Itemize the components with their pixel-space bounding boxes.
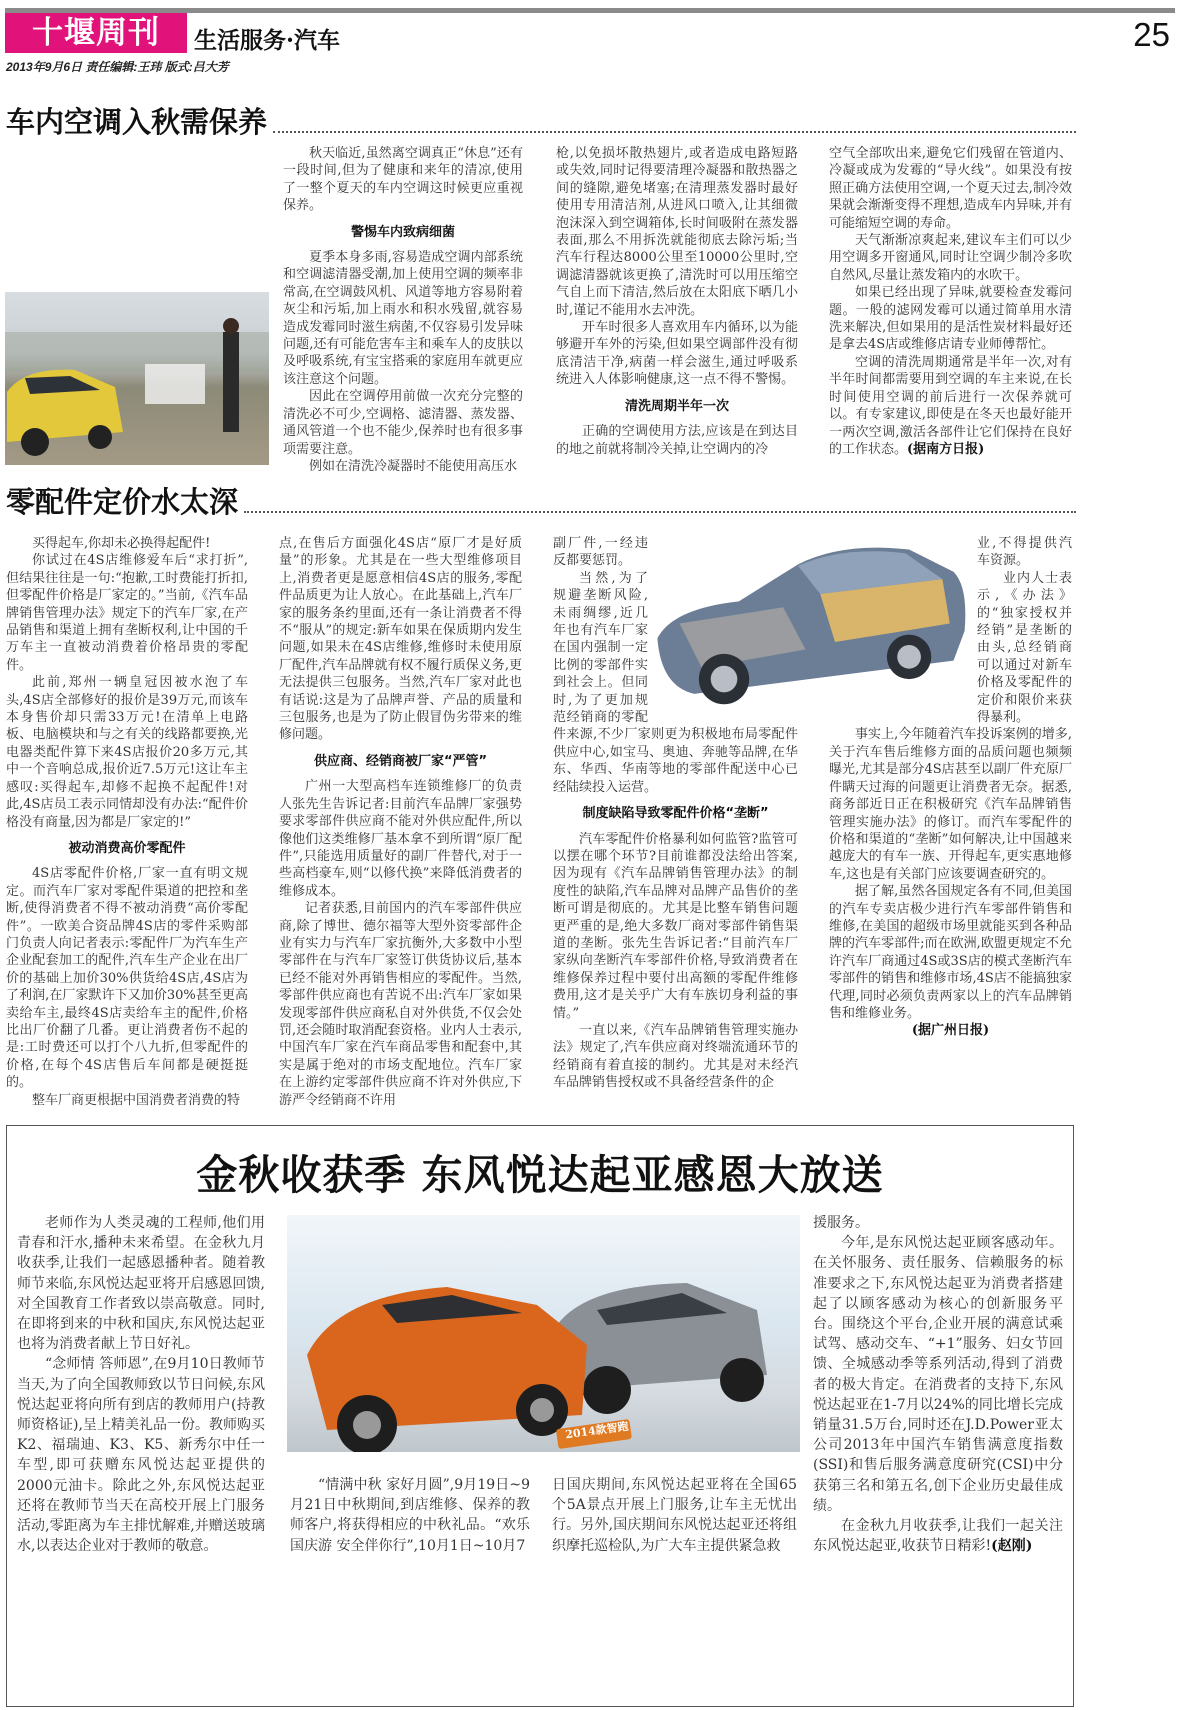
paragraph: 天气渐渐凉爽起来,建议车主们可以少用空调多开窗通风,同时让空调少制冷多吹自然风,尽量让蒸发箱内的水吹干。 xyxy=(829,233,1072,283)
paragraph: 据了解,虽然各国规定各有不同,但美国的汽车专卖店极少进行汽车零部件销售和维修,在美国的超级市场里就能买到各种品牌的汽车零部件;而在欧洲,欧盟更规定不允许汽车厂商通过4S或3S店的模式垄断汽车零部件的销售和维修市场,4S店不能搞独家代理,同时必须负责两家以上的汽车品牌销售和维修业务。 xyxy=(829,884,1072,1021)
paragraph: 广州一大型高档车连锁维修厂的负责人张先生告诉记者:目前汽车品牌厂家强势要求零部件供应商不能对外供应配件,所以像他们这类维修厂基本拿不到所谓“原厂配件”,只能选用质量好的副厂件替代,对于一些高档豪车,则“以修代换”来降低消费者的维修成本。 xyxy=(279,779,522,899)
section-title: 生活服务·汽车 xyxy=(194,27,341,54)
headline-text: 零配件定价水太深 xyxy=(6,485,239,519)
ad-column-4 xyxy=(813,1213,1063,1556)
ad-column-1 xyxy=(17,1213,265,1556)
article2-column-4 xyxy=(829,535,1072,1040)
paragraph: 枪,以免损坏散热翅片,或者造成电路短路或失效,同时记得要清理冷凝器和散热器之间的缝隙,避免堵塞;在清理蒸发器时最好使用专用清洁剂,从进风口喷入,让其细微泡沫深入到空调箱体,长时间吸附在蒸发器表面,那么不用拆洗就能彻底去除污垢;当汽车行程达8000公里至10000公里时,空调滤清器就该更换了,清洗时可以用压缩空气自上而下清洁,然后放在太阳底下晒几小时,谨记不能用水去冲洗。 xyxy=(556,146,798,318)
paragraph: 夏季本身多雨,容易造成空调内部系统和空调滤清器受潮,加上使用空调的频率非常高,在空调鼓风机、风道等地方容易附着灰尘和污垢,加上雨水和积水残留,就容易造成发霉同时滋生病菌,不仅容易引发异味问题,还有可能危害车主和乘车人的皮肤以及呼吸系统,有宝宝搭乘的家庭用车就更应该注意这个问题。 xyxy=(283,250,523,387)
image-wrap-space xyxy=(648,535,798,725)
source-credit: (据南方日报) xyxy=(907,441,985,457)
ad-headline: 金秋收获季 东风悦达起亚感恩大放送 xyxy=(196,1151,884,1199)
suv-illustration xyxy=(287,1215,800,1452)
paragraph: 秋天临近,虽然离空调真正“休息”还有一段时间,但为了健康和来年的清凉,使用了一整个夏天的车内空调这时候更应重视保养。 xyxy=(283,146,523,214)
article1-column-2 xyxy=(556,145,798,458)
ad-column-3 xyxy=(552,1475,797,1556)
subheading: 供应商、经销商被厂家“严管” xyxy=(313,753,488,769)
page-number: 25 xyxy=(1133,16,1170,53)
article2-column-1 xyxy=(6,535,248,1109)
article1-column-1 xyxy=(283,145,523,475)
paragraph: 今年,是东风悦达起亚顾客感动年。在关怀服务、责任服务、信赖服务的标准要求之下,东风悦达起亚为消费者搭建起了以顾客感动为核心的创新服务平台。围绕这个平台,企业开展的满意试乘试驾、感动交车、“+1”服务、妇女节回馈、全城感动季等系列活动,得到了消费者的极大肯定。在消费者的支持下,东风悦达起亚在1-7月以24%的同比增长完成销量31.5万台,同时还在J.D.Power亚太公司2013年中国汽车销售满意度指数(SSI)和售后服务满意度研究(CSI)中分获第三名和第五名,创下企业历史最佳成绩。 xyxy=(813,1235,1063,1514)
ad-column-2 xyxy=(290,1475,530,1556)
paragraph: 在金秋九月收获季,让我们一起关注东风悦达起亚,收获节日精彩! xyxy=(813,1518,1063,1555)
model-badge: 2014款智跑 xyxy=(564,1419,630,1442)
paragraph: 援服务。 xyxy=(813,1215,869,1231)
paragraph: 正确的空调使用方法,应该是在到达目的地之前就将制冷关掉,让空调内的冷 xyxy=(556,424,798,457)
image-wrap-space xyxy=(829,535,977,725)
dateline: 2013年9月6日 责任编辑:王玮 版式:吕大芳 xyxy=(6,60,229,74)
paragraph: 事实上,今年随着汽车投诉案例的增多,关于汽车售后维修方面的品质问题也频频曝光,尤其是部分4S店甚至以副厂件充原厂件瞒天过海的问题更让消费者无奈。据悉,商务部近日正在积极研究《汽车品牌销售管理实施办法》的修订。而汽车零配件的价格和渠道的“垄断”如何解决,让中国越来越庞大的有车一族、开得起车,更实惠地修车,这也是有关部门应该要调查研究的。 xyxy=(829,727,1072,882)
paragraph: 点,在售后方面强化4S店“原厂才是好质量”的形象。尤其是在一些大型维修项目上,消费者更是愿意相信4S店的服务,零配件品质更为让人放心。在此基础上,汽车厂家的服务条约里面,还有一条让消费者不得不“服从”的规定:新车如果在保质期内发生问题,如果未在4S店维修,维修时未使用原厂配件,汽车品牌就有权不履行质保义务,更无法提供三包服务。当然,汽车厂家对此也有话说:这是为了品牌声誉、产品的质量和三包服务,也是为了防止假冒伪劣带来的维修问题。 xyxy=(279,536,522,743)
article2-column-2 xyxy=(279,535,522,1109)
paragraph: 空调的清洗周期通常是半年一次,对有半年时间都需要用到空调的车主来说,在长时间使用空调的前后进行一次保养就可以。有专家建议,即使是在冬天也最好能开一两次空调,激活各部件让它们保持在良好的工作状态。 xyxy=(829,354,1072,457)
subheading: 清洗周期半年一次 xyxy=(624,398,729,414)
article1-column-3 xyxy=(829,145,1072,458)
car-photo-illustration xyxy=(5,292,269,465)
paragraph: 记者获悉,目前国内的汽车零部件供应商,除了博世、德尔福等大型外资零部件企业有实力与汽车厂家抗衡外,大多数中小型零部件在与汽车厂家签订供货协议后,基本已经不能对外再销售相应的零配件。当然,零部件供应商也有苦说不出:汽车厂家如果发现零部件供应商私自对外供货,不仅会处罚,还会随时取消配套资格。业内人士表示,中国汽车厂家在汽车商品零售和配套中,其实是属于绝对的市场支配地位。汽车厂家在上游约定零部件供应商不许对外供应,下游严令经销商不许用 xyxy=(279,901,522,1108)
source-credit: (据广州日报) xyxy=(911,1023,990,1039)
paragraph: 汽车零配件价格暴利如何监管?监管可以摆在哪个环节?目前谁都没法给出答案,因为现有《汽车品牌销售管理办法》的制度性的缺陷,汽车品牌对品牌产品售价的垄断可谓是彻底的。尤其是比整车销售问题更严重的是,绝大多数厂商对零部件销售渠道的垄断。张先生告诉记者:“目前汽车厂家纵向垄断汽车零部件价格,导致消费者在维修保养过程中要付出高额的零配件维修费用,这才是关乎广大有车族切身利益的事情。” xyxy=(553,831,798,1021)
paragraph: 空气全部吹出来,避免它们残留在管道内、冷凝或成为发霉的“导火线”。如果没有按照正确方法使用空调,一个夏天过去,制冷效果就会渐渐变得不理想,造成车内异味,并有可能缩短空调的寿命。 xyxy=(829,146,1072,231)
paragraph: “念师情 答师恩”,在9月10日教师节当天,为了向全国教师致以节日问候,东风悦达起亚将向所有到店的教师用户(持教师资格证),呈上精美礼品一份。教师购买K2、福瑞迪、K3、K5、新秀尔中任一车型,即可获赠东风悦达起亚提供的2000元油卡。除此之外,东风悦达起亚还将在教师节当天在高校开展上门服务活动,零距离为车主排忧解难,并赠送玻璃水,以表达企业对于教师的敬意。 xyxy=(17,1356,265,1555)
ad-suv-photo xyxy=(287,1215,800,1452)
paragraph: “情满中秋 家好月圆”,9月19日~9月21日中秋期间,到店维修、保养的教师客户,将获得相应的中秋礼品。“欢乐国庆游 安全伴你行”,10月1日~10月7 xyxy=(290,1477,530,1554)
paragraph: 例如在清洗冷凝器时不能使用高压水 xyxy=(309,458,518,474)
dotted-rule xyxy=(273,131,1076,133)
subheading: 被动消费高价零配件 xyxy=(68,840,186,856)
paragraph: 日国庆期间,东风悦达起亚将在全国65个5A景点开展上门服务,让车主无忧出行。另外,国庆期间东风悦达起亚还将组织摩托巡检队,为广大车主提供紧急救 xyxy=(552,1477,797,1554)
article1-headline xyxy=(6,100,1076,141)
paragraph: 业,不得提供汽车资源。 xyxy=(977,536,1072,569)
paragraph: 业内人士表示,《办法》的“独家授权并经销”是垄断的由头,总经销商可以通过对新车价格及零配件的定价和限价来获得暴利。 xyxy=(977,570,1072,726)
subheading: 制度缺陷导致零配件价格“垄断” xyxy=(582,806,769,822)
headline-text: 车内空调入秋需保养 xyxy=(6,105,268,139)
author-credit: (赵刚) xyxy=(991,1538,1033,1555)
paragraph: 此前,郑州一辆皇冠因被水泡了车头,4S店全部修好的报价是39万元,而该车本身售价却只需33万元!在清单上电路板、电脑模块和与之有关的线路都要换,光电器类配件算下来4S店报价20多万元,其中一个音响总成,报价近7.5万元!这让车主感叹:买得起车,却修不起换不起配件!对此,4S店员工表示同情却没有办法:“配件价格没有商量,因为都是厂家定的!” xyxy=(6,675,248,830)
paragraph: 买得起车,你却未必换得起配件! xyxy=(32,536,211,551)
paragraph: 你试过在4S店维修爱车后“求打折”,但结果往往是一句:“抱歉,工时费能打折扣,但零配件价格是厂家定的。”当前,《汽车品牌销售管理办法》规定下的汽车厂家,在产品销售和渠道上拥有垄断权利,让中国的千万车主一直被动消费着价格昂贵的零配件。 xyxy=(6,553,248,673)
paragraph: 老师作为人类灵魂的工程师,他们用青春和汗水,播种未来希望。在金秋九月收获季,让我们一起感恩播种者。随着教师节来临,东风悦达起亚将开启感恩回馈,对全国教育工作者致以崇高敬意。同时,在即将到来的中秋和国庆,东风悦达起亚也将为消费者献上节日好礼。 xyxy=(17,1215,265,1353)
paragraph: 副厂件,一经违反都要惩罚。 xyxy=(553,536,648,569)
dotted-rule xyxy=(244,511,1076,513)
paragraph: 当然,为了规避垄断风险,未雨绸缪,近几年也有汽车厂家在国内强制一定比例的零部件实到社会上。但同时,为了更加规范经销商的零配件来源,不少厂家则更为积极地布局零配件供应中心,如宝马、奥迪、奔驰等品牌,在华东、华西、华南等地的零部件配送中心已经陆续投入运营。 xyxy=(553,570,798,795)
article2-column-3 xyxy=(553,535,798,1092)
paragraph: 整车厂商更根据中国消费者消费的特 xyxy=(32,1092,241,1108)
paragraph: 开车时很多人喜欢用车内循环,以为能够避开车外的污染,但如果空调部件没有彻底清洁干净,病菌一样会滋生,通过呼吸系统进入人体影响健康,这一点不得不警惕。 xyxy=(556,320,798,388)
article2-headline xyxy=(6,480,1076,521)
masthead-logo: 十堰周刊 xyxy=(5,13,187,53)
paragraph: 4S店零配件价格,厂家一直有明文规定。而汽车厂家对零配件渠道的把控和垄断,使得消费者不得不被动消费“高价零配件”。一欧美合资品牌4S店的零件采购部门负责人向记者表示:零配件厂为汽车生产企业配套加工的配件,汽车生产企业在出厂价的基础上加价30%供货给4S店,4S店为了利润,在厂家默许下又加价30%甚至更高卖给车主,最终4S店卖给车主的配件,价格比出厂价翻了几番。更让消费者伤不起的是:工时费还可以打个八九折,但零配件的价格,在每个4S店售后车间都是硬挺挺的。 xyxy=(6,866,248,1091)
paragraph: 一直以来,《汽车品牌销售管理实施办法》规定了,汽车供应商对终端流通环节的经销商有着直接的制约。尤其是对未经汽车品牌销售授权或不具备经营条件的企 xyxy=(553,1022,798,1091)
paragraph: 如果已经出现了异味,就要检查发霉问题。一般的滤网发霉可以通过简单用水清洗来解决,但如果用的是活性炭材料最好还是拿去4S店或维修店请专业师傅帮忙。 xyxy=(829,285,1072,353)
subheading: 警惕车内致病细菌 xyxy=(350,224,455,240)
article1-photo xyxy=(5,292,269,465)
paragraph: 因此在空调停用前做一次充分完整的清洗必不可少,空调格、滤清器、蒸发器、通风管道一个也不能少,保养时也有很多事项需要注意。 xyxy=(283,389,523,457)
